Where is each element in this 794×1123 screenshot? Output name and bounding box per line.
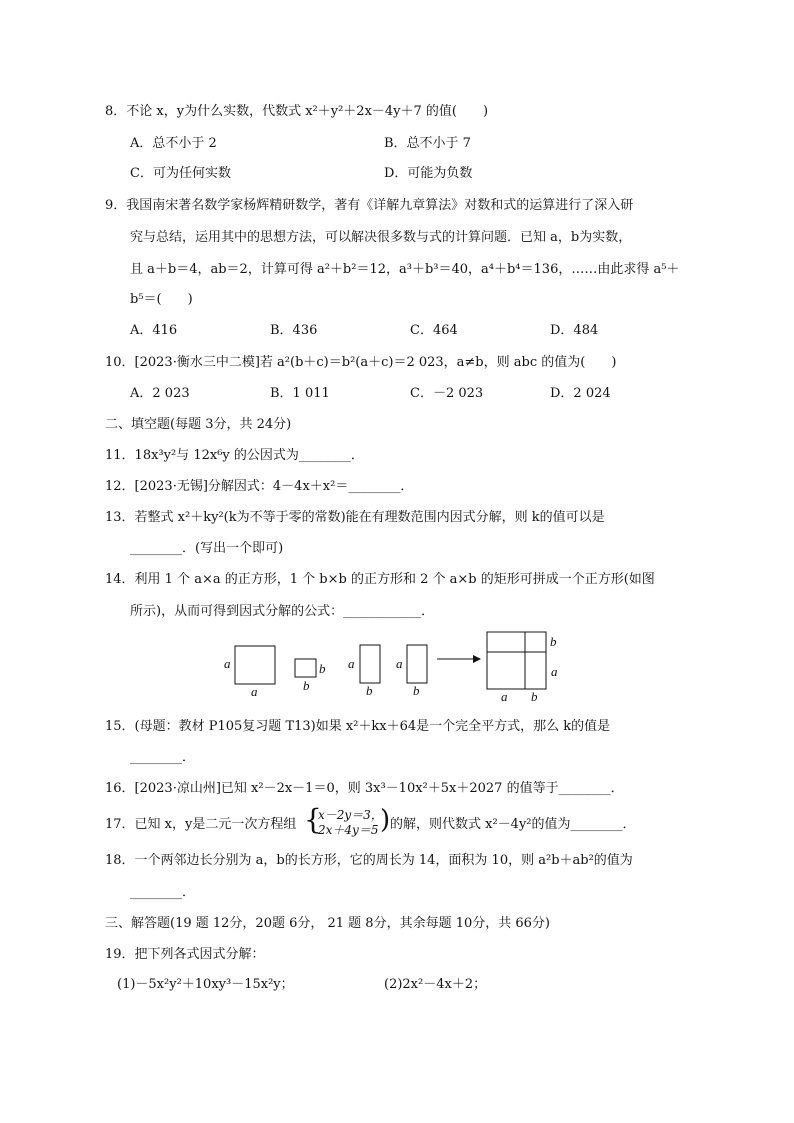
q17-after: 的解，则代数式 x²－4y²的值为________． bbox=[390, 817, 636, 832]
q9-line4: b⁵＝( ) bbox=[130, 292, 193, 307]
q9-line1: 9．我国南宋著名数学家杨辉精研数学，著有《详解九章算法》对数和式的运算进行了深入研 bbox=[105, 198, 634, 213]
q15-line1: 15．(母题：教材 P105复习题 T13)如果 x²＋kx＋64是一个完全平方式，那么 k的值是 bbox=[105, 719, 611, 734]
fig-label-a-left: a bbox=[224, 656, 231, 671]
q13-line1: 13．若整式 x²＋ky²(k为不等于零的常数)能在有理数范围内因式分解，则 k的值可以是 bbox=[105, 510, 605, 525]
q8-stem: 8．不论 x，y为什么实数，代数式 x²＋y²＋2x－4y＋7 的值( ) bbox=[105, 104, 489, 119]
q18-line1: 18．一个两邻边长分别为 a，b的长方形，它的周长为 14，面积为 10，则 a²b＋ab²的值为 bbox=[105, 853, 633, 868]
fig-label-b-bottom-composite: b bbox=[531, 689, 538, 704]
fig-label-b-top-right: b bbox=[550, 634, 557, 649]
q19-part2: (2)2x²－4x＋2； bbox=[384, 977, 487, 992]
q8-option-d: D．可能为负数 bbox=[384, 166, 473, 181]
q10-option-a: A．2 023 bbox=[130, 386, 190, 401]
q17-left-brace: { bbox=[304, 803, 322, 836]
fig-label-b-rect2: b bbox=[413, 683, 420, 698]
q9-line2: 究与总结，运用其中的思想方法，可以解决很多数与式的计算问题．已知 a，b为实数， bbox=[130, 230, 632, 245]
fig-label-b-right: b bbox=[319, 661, 326, 676]
q8-option-a: A．总不小于 2 bbox=[130, 136, 217, 151]
fig-rect-ab-2 bbox=[407, 645, 427, 683]
fig-label-a-bottom-composite: a bbox=[501, 689, 508, 704]
q10-option-c: C．－2 023 bbox=[410, 386, 484, 401]
q11: 11．18x³y²与 12x⁶y 的公因式为________． bbox=[105, 448, 364, 463]
q17-eq2: 2x＋4y＝5 bbox=[318, 823, 379, 837]
fig-label-a-rect2: a bbox=[396, 656, 403, 671]
q14-line1: 14．利用 1 个 a×a 的正方形，1 个 b×b 的正方形和 2 个 a×b 的矩形可拼成一个正方形(如图 bbox=[105, 572, 655, 587]
fig-composite-square bbox=[487, 632, 546, 689]
q15-line2: ________． bbox=[130, 750, 196, 765]
q17-eq1: x－2y＝3， bbox=[318, 808, 383, 822]
q10-option-b: B．1 011 bbox=[270, 386, 330, 401]
q9-option-d: D．484 bbox=[550, 323, 599, 338]
fig-rect-ab-1 bbox=[360, 645, 380, 683]
fig-square-a bbox=[235, 646, 275, 684]
q14-line2: 所示)，从而可得到因式分解的公式：____________． bbox=[130, 604, 435, 619]
q12: 12．[2023·无锡]分解因式：4－4x＋x²＝________． bbox=[105, 479, 414, 494]
q8-option-c: C．可为任何实数 bbox=[130, 166, 231, 181]
fig-arrow-head bbox=[473, 655, 481, 663]
section-2-heading: 二、填空题(每题 3分，共 24分) bbox=[105, 417, 292, 432]
fig-label-a-rect1: a bbox=[348, 656, 355, 671]
q13-line2: ________．(写出一个即可) bbox=[130, 541, 284, 556]
q10-option-d: D．2 024 bbox=[550, 386, 611, 401]
q16: 16．[2023·凉山州]已知 x²－2x－1＝0，则 3x³－10x²＋5x＋2027 的值等于________． bbox=[105, 781, 624, 796]
q8-option-b: B．总不小于 7 bbox=[384, 136, 471, 151]
q9-option-a: A．416 bbox=[130, 323, 178, 338]
fig-label-a-right: a bbox=[551, 664, 558, 679]
fig-square-b bbox=[295, 659, 316, 677]
q19-part1: (1)－5x²y²＋10xy³－15x²y； bbox=[117, 977, 294, 992]
q10-stem: 10．[2023·衡水三中二模]若 a²(b＋c)＝b²(a＋c)＝2 023，a≠b，则 abc 的值为( ) bbox=[105, 355, 617, 370]
q9-option-b: B．436 bbox=[270, 323, 318, 338]
section-3-heading: 三、解答题(19 题 12分，20题 6分， 21 题 8分，其余每题 10分，共 66分) bbox=[105, 916, 550, 931]
q17-before: 17．已知 x，y是二元一次方程组 bbox=[105, 817, 297, 832]
fig-label-b-bottom: b bbox=[303, 678, 310, 693]
q19-stem: 19．把下列各式因式分解： bbox=[105, 947, 265, 962]
fig-label-a-bottom: a bbox=[251, 684, 258, 699]
q14-square-figure bbox=[215, 628, 575, 706]
q9-option-c: C．464 bbox=[410, 323, 458, 338]
q17-right-paren: ) bbox=[380, 805, 391, 835]
q18-line2: ________． bbox=[130, 885, 196, 900]
q9-line3: 且 a＋b＝4，ab＝2，计算可得 a²＋b²＝12，a³＋b³＝40，a⁴＋b⁴＝136，……由此求得 a⁵＋ bbox=[130, 262, 680, 277]
fig-label-b-rect1: b bbox=[366, 683, 373, 698]
